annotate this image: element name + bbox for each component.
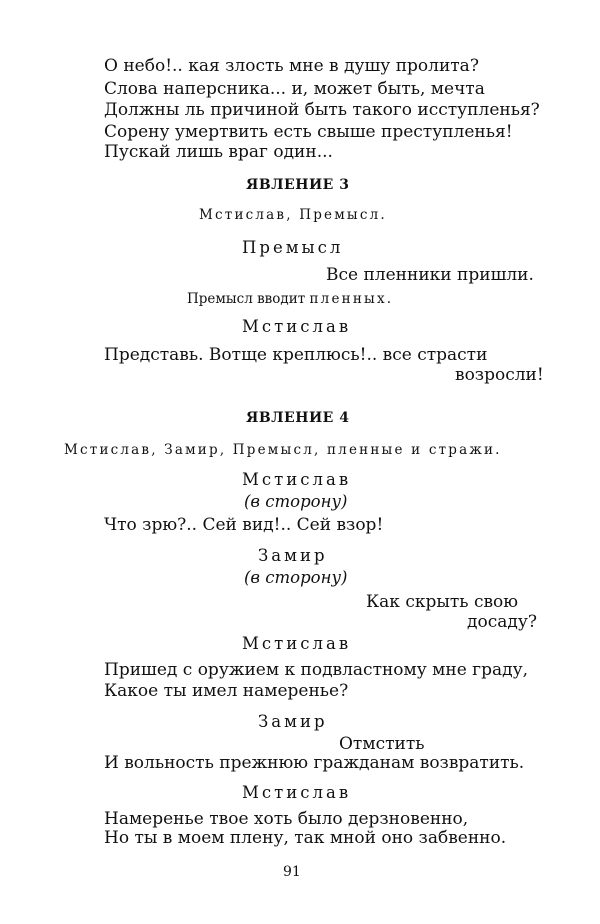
stage-direction: (в сторону) xyxy=(244,492,348,511)
scene-heading: ЯВЛЕНИЕ 4 xyxy=(246,410,350,426)
speaker-name: Мстислав xyxy=(242,317,352,336)
verse-line: Пришед с оружием к подвластному мне граду, xyxy=(104,660,528,680)
verse-line: Представь. Вотще креплюсь!.. все страсти xyxy=(104,345,488,365)
verse-line: Какое ты имел намеренье? xyxy=(104,681,349,701)
verse-line: Слова наперсника... и, может быть, мечта xyxy=(104,79,485,99)
verse-line: возросли! xyxy=(455,365,544,385)
verse-line: Должны ль причиной быть такого исступленья? xyxy=(104,100,540,120)
speaker-name: Мстислав xyxy=(242,783,352,802)
scene-heading: ЯВЛЕНИЕ 3 xyxy=(246,177,350,193)
page-number: 91 xyxy=(283,864,301,880)
speaker-name: Премысл xyxy=(242,238,344,257)
speaker-name: Мстислав xyxy=(242,470,352,489)
verse-line: Но ты в моем плену, так мной оно забвенно. xyxy=(104,828,507,848)
speaker-name: Мстислав xyxy=(242,634,352,653)
stage-direction: (в сторону) xyxy=(244,568,348,587)
verse-line: Как скрыть свою xyxy=(366,592,519,612)
verse-line: Намеренье твое хоть было дерзновенно, xyxy=(104,809,469,829)
verse-line: О небо!.. кая злость мне в душу пролита? xyxy=(104,56,479,76)
verse-line: Пускай лишь враг один... xyxy=(104,142,333,162)
verse-line: Отмстить xyxy=(339,734,425,754)
cast-list: Мстислав, Замир, Премысл, пленные и стражи. xyxy=(64,442,502,458)
verse-line: Что зрю?.. Сей вид!.. Сей взор! xyxy=(104,515,384,535)
verse-line: И вольность прежнюю гражданам возвратить. xyxy=(104,753,525,773)
verse-line: Сорену умертвить есть свыше преступленья! xyxy=(104,122,513,142)
cast-list: Мстислав, Премысл. xyxy=(199,207,387,223)
verse-line: Все пленники пришли. xyxy=(326,265,534,285)
verse-line: досаду? xyxy=(467,612,537,632)
speaker-name: Замир xyxy=(258,546,328,565)
speaker-name: Замир xyxy=(258,712,328,731)
stage-direction: Премысл вводит пленных. xyxy=(187,291,394,307)
